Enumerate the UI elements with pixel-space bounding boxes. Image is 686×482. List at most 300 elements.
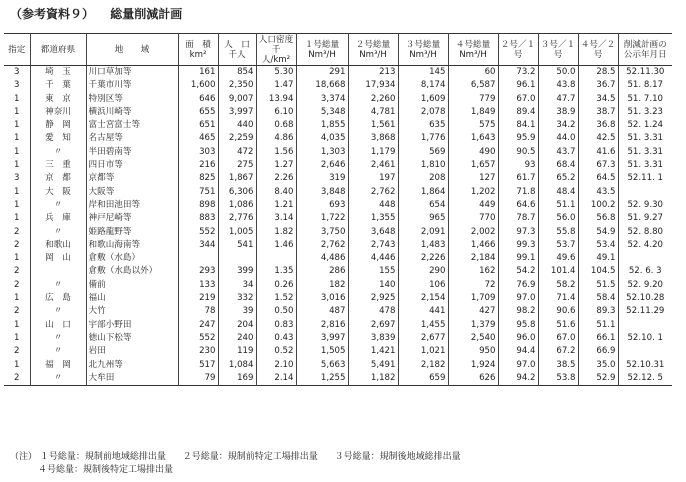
cell-jinko: 275 [218,159,256,172]
cell-r31: 65.2 [538,172,578,185]
cell-g1: 5,348 [296,106,348,119]
cell-jinko: 6,306 [218,186,256,199]
col-mitsudo: 人口密度 千人/km² [256,34,296,66]
cell-shitei: 1 [14,186,20,197]
table-row [4,319,672,332]
cell-menseki: 230 [178,345,218,358]
cell-jinko: 1,867 [218,172,256,185]
cell-pref: 埼 玉 [30,66,86,80]
table-row [4,252,672,265]
cell-g2: 3,868 [348,132,398,145]
cell-area: 姫路龍野等 [86,226,178,239]
cell-g4: 1,643 [448,132,498,145]
cell-mitsudo: 0.50 [256,305,296,318]
table-row [4,159,672,172]
cell-pref: 〃 [30,199,86,212]
cell-menseki: 552 [178,332,218,345]
cell-r31: 44.0 [538,132,578,145]
cell-r31: 34.2 [538,119,578,132]
cell-g4: 770 [448,212,498,225]
cell-mitsudo: 1.82 [256,226,296,239]
cell-g1: 182 [296,279,348,292]
cell-jinko: 169 [218,372,256,386]
cell-jinko: 854 [218,66,256,80]
header-row [4,34,672,66]
cell-r42: 43.5 [578,186,618,199]
cell-g2: 17,934 [348,79,398,92]
cell-r21: 71.8 [498,186,538,199]
cell-shitei: 1 [14,106,20,117]
col-jinko: 人 口 千人 [218,34,256,66]
cell-r42: 66.9 [578,345,618,358]
cell-g3: 208 [398,172,448,185]
table-row [4,93,672,106]
cell-pref: 〃 [30,279,86,292]
cell-g3: 965 [398,212,448,225]
cell-g4: 2,540 [448,332,498,345]
cell-r21: 95.9 [498,132,538,145]
cell-g1: 1,303 [296,146,348,159]
cell-pref [30,265,86,278]
cell-r42: 53.4 [578,239,618,252]
cell-menseki: 79 [178,372,218,386]
cell-g1: 18,668 [296,79,348,92]
cell-date: 52. 8.80 [618,226,672,239]
cell-menseki: 552 [178,226,218,239]
cell-menseki: 344 [178,239,218,252]
cell-area: 大竹 [86,305,178,318]
cell-mitsudo: 2.26 [256,172,296,185]
cell-r31: 49.6 [538,252,578,265]
cell-area: 徳山下松等 [86,332,178,345]
cell-r31: 43.7 [538,146,578,159]
cell-g4: 1,202 [448,186,498,199]
cell-r42: 49.1 [578,252,618,265]
col-r21: ２号／１号 [498,34,538,66]
cell-menseki: 898 [178,199,218,212]
cell-r31: 90.6 [538,305,578,318]
cell-mitsudo: 1.56 [256,146,296,159]
cell-g2: 213 [348,66,398,80]
cell-mitsudo: 2.14 [256,372,296,386]
cell-g3: 2,226 [398,252,448,265]
cell-shitei: 1 [14,359,20,370]
cell-date: 51. 7.10 [618,93,672,106]
cell-g4: 2,002 [448,226,498,239]
cell-area: 大阪等 [86,186,178,199]
cell-shitei: 2 [14,372,20,383]
cell-jinko: 34 [218,279,256,292]
cell-shitei: 1 [14,332,20,343]
cell-mitsudo: 6.10 [256,106,296,119]
cell-g4: 427 [448,305,498,318]
cell-g2: 1,561 [348,119,398,132]
cell-menseki: 293 [178,265,218,278]
cell-date: 52.12. 5 [618,372,672,386]
cell-date: 51. 3.31 [618,146,672,159]
cell-g2: 4,446 [348,252,398,265]
cell-shitei: 1 [14,160,20,171]
col-g3: ３号総量 Nm³/H [398,34,448,66]
note-2: ２号総量：規制前特定工場排出量 [182,452,318,462]
table-row [4,186,672,199]
cell-menseki: 651 [178,119,218,132]
cell-g2: 2,743 [348,239,398,252]
cell-g3: 1,021 [398,345,448,358]
cell-g3: 1,810 [398,159,448,172]
cell-g2: 1,182 [348,372,398,386]
note-4: ４号総量：規制後特定工場排出量 [38,465,174,475]
cell-mitsudo: 0.52 [256,345,296,358]
cell-r21: 90.5 [498,146,538,159]
cell-g3: 2,078 [398,106,448,119]
cell-mitsudo: 1.52 [256,292,296,305]
cell-r21: 97.0 [498,292,538,305]
cell-g1: 3,997 [296,332,348,345]
cell-g2: 478 [348,305,398,318]
cell-g1: 1,722 [296,212,348,225]
cell-g4: 127 [448,172,498,185]
title-text: 総量削減計画 [110,7,183,21]
cell-r31: 68.4 [538,159,578,172]
table-row [4,359,672,372]
cell-g4: 575 [448,119,498,132]
cell-mitsudo: 0.26 [256,279,296,292]
cell-jinko: 3,997 [218,106,256,119]
cell-r21: 54.2 [498,265,538,278]
cell-mitsudo: 2.10 [256,359,296,372]
cell-r42: 56.8 [578,212,618,225]
table-row [4,265,672,278]
cell-g4: 1,379 [448,319,498,332]
cell-jinko: 240 [218,332,256,345]
cell-g2: 140 [348,279,398,292]
table-row [4,345,672,358]
cell-jinko: 2,259 [218,132,256,145]
cell-r31: 51.1 [538,199,578,212]
cell-shitei: 1 [14,253,20,264]
cell-jinko: 541 [218,239,256,252]
cell-pref: 〃 [30,372,86,386]
cell-area: 福山 [86,292,178,305]
reduction-plan-table [4,33,672,386]
cell-date [618,186,672,199]
cell-r31: 47.7 [538,93,578,106]
cell-date: 52.11. 1 [618,172,672,185]
table-row [4,239,672,252]
cell-menseki: 883 [178,212,218,225]
cell-g2: 3,648 [348,226,398,239]
cell-pref: 神奈川 [30,106,86,119]
cell-area: 特別区等 [86,93,178,106]
cell-g4: 449 [448,199,498,212]
cell-r42: 104.5 [578,265,618,278]
cell-area: 岩田 [86,345,178,358]
cell-date: 52. 4.20 [618,239,672,252]
cell-area: 横浜川崎等 [86,106,178,119]
table-row [4,372,672,386]
cell-r21: 61.7 [498,172,538,185]
cell-g2: 2,260 [348,93,398,106]
cell-r42: 51.5 [578,279,618,292]
cell-g3: 145 [398,66,448,80]
cell-g1: 2,762 [296,239,348,252]
cell-shitei: 2 [14,266,20,277]
cell-r31: 56.0 [538,212,578,225]
cell-r21: 73.2 [498,66,538,80]
title-label: （参考資料９） [10,7,95,21]
cell-mitsudo: 1.21 [256,199,296,212]
cell-r31: 48.4 [538,186,578,199]
cell-r31: 38.9 [538,106,578,119]
cell-date: 52.11.30 [618,66,672,80]
cell-g3: 2,091 [398,226,448,239]
cell-menseki: 216 [178,159,218,172]
cell-area: 千葉市川等 [86,79,178,92]
cell-r31: 71.4 [538,292,578,305]
cell-pref: 三 重 [30,159,86,172]
cell-g1: 3,848 [296,186,348,199]
cell-g3: 106 [398,279,448,292]
cell-menseki: 133 [178,279,218,292]
cell-mitsudo: 1.47 [256,79,296,92]
cell-area: 名古屋等 [86,132,178,145]
cell-g4: 72 [448,279,498,292]
table-row [4,226,672,239]
cell-r21: 94.2 [498,372,538,386]
cell-r42: 36.8 [578,119,618,132]
cell-g1: 5,663 [296,359,348,372]
cell-g4: 950 [448,345,498,358]
cell-g1: 286 [296,265,348,278]
cell-menseki: 78 [178,305,218,318]
cell-r21: 98.2 [498,305,538,318]
cell-date: 52. 1.24 [618,119,672,132]
cell-g4: 6,587 [448,79,498,92]
cell-g1: 4,486 [296,252,348,265]
cell-r42: 100.2 [578,199,618,212]
cell-g1: 3,016 [296,292,348,305]
cell-g3: 441 [398,305,448,318]
page-title [10,5,182,22]
cell-r31: 55.8 [538,226,578,239]
table-row [4,199,672,212]
cell-jinko: 2,776 [218,212,256,225]
cell-g1: 2,646 [296,159,348,172]
cell-menseki: 247 [178,319,218,332]
cell-mitsudo: 0.68 [256,119,296,132]
table-row [4,146,672,159]
cell-g3: 569 [398,146,448,159]
cell-g1: 693 [296,199,348,212]
col-g4: ４号総量 Nm³/H [448,34,498,66]
cell-pref: 山 口 [30,319,86,332]
cell-g3: 654 [398,199,448,212]
cell-r42: 52.9 [578,372,618,386]
cell-g3: 635 [398,119,448,132]
cell-g2: 155 [348,265,398,278]
cell-g3: 290 [398,265,448,278]
cell-area: 倉敷（水島以外） [86,265,178,278]
cell-mitsudo: 0.43 [256,332,296,345]
cell-r31: 53.7 [538,239,578,252]
cell-date [618,345,672,358]
cell-r31: 51.6 [538,319,578,332]
table-row [4,305,672,318]
cell-area: 和歌山海南等 [86,239,178,252]
cell-r21: 93 [498,159,538,172]
cell-pref: 岡 山 [30,252,86,265]
col-pref: 都道府県 [30,34,86,66]
cell-shitei: 3 [14,67,20,77]
cell-date: 52.10.31 [618,359,672,372]
table-row [4,66,672,80]
cell-g4: 626 [448,372,498,386]
cell-g1: 4,035 [296,132,348,145]
cell-shitei: 1 [14,146,20,157]
col-r31: ３号／１号 [538,34,578,66]
cell-mitsudo: 1.46 [256,239,296,252]
cell-g3: 1,483 [398,239,448,252]
table-row [4,132,672,145]
cell-r31: 50.0 [538,66,578,80]
cell-pref: 〃 [30,345,86,358]
cell-date: 52.11.29 [618,305,672,318]
cell-mitsudo: 4.86 [256,132,296,145]
cell-r31: 43.8 [538,79,578,92]
cell-shitei: 1 [14,93,20,104]
cell-menseki: 219 [178,292,218,305]
cell-menseki: 1,600 [178,79,218,92]
cell-jinko: 204 [218,319,256,332]
cell-r21: 96.1 [498,79,538,92]
cell-g2: 2,925 [348,292,398,305]
table-row [4,279,672,292]
cell-r21: 96.0 [498,332,538,345]
cell-r42: 28.5 [578,66,618,80]
cell-r42: 89.3 [578,305,618,318]
cell-r42: 34.5 [578,93,618,106]
cell-menseki: 161 [178,66,218,80]
cell-area: 京都等 [86,172,178,185]
table-body [4,66,672,386]
cell-r31: 67.0 [538,332,578,345]
cell-g2: 448 [348,199,398,212]
cell-r21: 97.0 [498,359,538,372]
cell-mitsudo: 1.27 [256,159,296,172]
cell-r31: 53.8 [538,372,578,386]
cell-r42: 51.1 [578,319,618,332]
cell-g2: 197 [348,172,398,185]
cell-jinko: 2,350 [218,79,256,92]
cell-r42: 42.5 [578,132,618,145]
cell-jinko: 1,084 [218,359,256,372]
cell-g2: 1,421 [348,345,398,358]
cell-shitei: 2 [14,279,20,290]
cell-shitei: 3 [14,173,20,184]
cell-jinko: 39 [218,305,256,318]
cell-g4: 1,657 [448,159,498,172]
cell-pref: 静 岡 [30,119,86,132]
table-row [4,119,672,132]
cell-shitei: 3 [14,80,20,91]
cell-jinko: 399 [218,265,256,278]
cell-g2: 2,461 [348,159,398,172]
cell-r21: 97.3 [498,226,538,239]
notes-line-1 [10,451,461,464]
cell-shitei: 1 [14,199,20,210]
cell-shitei: 2 [14,346,20,357]
cell-g4: 1,849 [448,106,498,119]
cell-shitei: 1 [14,319,20,330]
cell-r42: 58.4 [578,292,618,305]
cell-pref: 〃 [30,146,86,159]
notes-label: （注） [10,452,38,462]
cell-area: 川口草加等 [86,66,178,80]
cell-r42: 66.1 [578,332,618,345]
cell-menseki: 465 [178,132,218,145]
cell-g1: 3,750 [296,226,348,239]
cell-pref: 〃 [30,332,86,345]
cell-g2: 4,781 [348,106,398,119]
cell-r21: 99.1 [498,252,538,265]
col-g2: ２号総量 Nm³/H [348,34,398,66]
table-row [4,106,672,119]
cell-r31: 101.4 [538,265,578,278]
cell-g1: 1,255 [296,372,348,386]
cell-menseki: 751 [178,186,218,199]
cell-g3: 2,677 [398,332,448,345]
cell-date: 52.10. 1 [618,332,672,345]
col-menseki: 面 積 km² [178,34,218,66]
cell-g3: 1,864 [398,186,448,199]
cell-g1: 291 [296,66,348,80]
cell-mitsudo: 8.40 [256,186,296,199]
cell-mitsudo: 5.30 [256,66,296,80]
cell-menseki: 655 [178,106,218,119]
cell-r31: 67.2 [538,345,578,358]
cell-r21: 99.3 [498,239,538,252]
cell-r31: 58.2 [538,279,578,292]
table-row [4,79,672,92]
cell-r42: 36.7 [578,79,618,92]
cell-r42: 35.0 [578,359,618,372]
cell-r42: 54.9 [578,226,618,239]
cell-pref: 広 島 [30,292,86,305]
cell-date [618,319,672,332]
table-row [4,212,672,225]
cell-g1: 319 [296,172,348,185]
cell-date: 52. 9.30 [618,199,672,212]
cell-r42: 64.5 [578,172,618,185]
cell-jinko: 332 [218,292,256,305]
cell-pref: 福 岡 [30,359,86,372]
cell-pref: 大 阪 [30,186,86,199]
cell-date: 51. 3.31 [618,132,672,145]
cell-g4: 779 [448,93,498,106]
cell-g3: 659 [398,372,448,386]
cell-r21: 89.4 [498,106,538,119]
cell-date: 52. 6. 3 [618,265,672,278]
cell-date: 52. 9.20 [618,279,672,292]
cell-date: 51. 3.31 [618,159,672,172]
cell-pref: 〃 [30,305,86,318]
cell-g4: 60 [448,66,498,80]
cell-g1: 2,816 [296,319,348,332]
cell-mitsudo [256,252,296,265]
cell-area: 富士宮富士等 [86,119,178,132]
cell-g2: 5,491 [348,359,398,372]
